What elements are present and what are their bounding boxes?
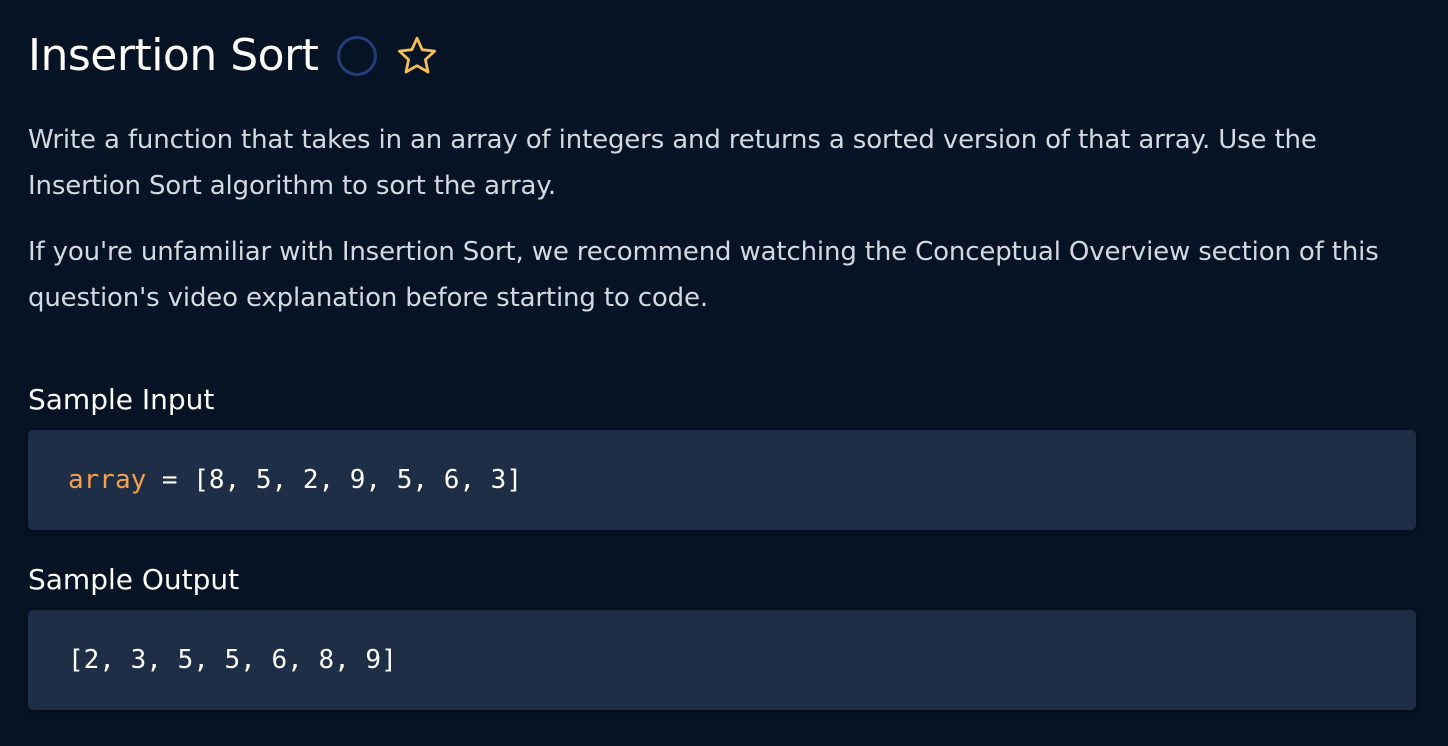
sample-input-heading: Sample Input <box>28 383 215 416</box>
description-paragraph-algorithm: Write a function that takes in an array of integers and returns a sorted version of that array. Use the Insertion Sort algorithm to sort the array. <box>28 125 1317 201</box>
description-paragraph-video-recommendation: If you're unfamiliar with Insertion Sort, we recommend watching the Conceptual Overview section of this question's video explanation before starting to code. <box>28 237 1379 313</box>
sample-input-code-block <box>28 430 1416 530</box>
page-title: Insertion Sort <box>28 30 319 81</box>
completion-status-icon <box>336 35 378 77</box>
sample-input-assignment-operator: = <box>146 465 194 495</box>
sample-input-array-value: [8, 5, 2, 9, 5, 6, 3] <box>193 465 522 495</box>
sample-output-code-block <box>28 610 1416 710</box>
sample-input-variable: array <box>68 465 147 495</box>
sample-output-heading: Sample Output <box>28 563 240 596</box>
sample-output-array-value: [2, 3, 5, 5, 6, 8, 9] <box>68 645 397 675</box>
title-row <box>28 26 438 86</box>
problem-description-panel <box>28 0 1416 746</box>
favorite-star-icon[interactable] <box>396 35 438 77</box>
